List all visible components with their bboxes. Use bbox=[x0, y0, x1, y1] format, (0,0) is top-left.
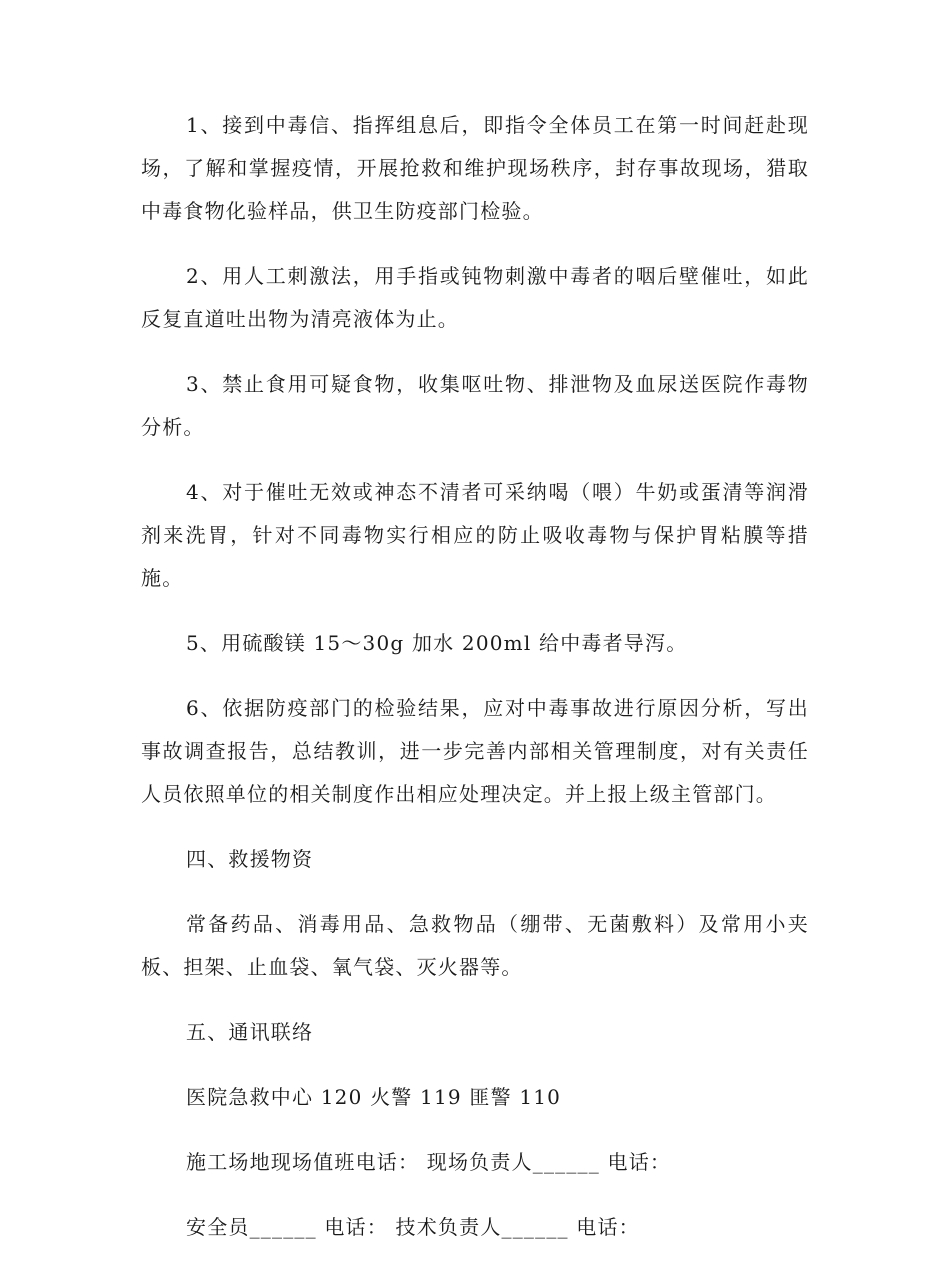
emergency-numbers: 医院急救中心 120 火警 119 匪警 110 bbox=[186, 1085, 562, 1109]
paragraph-5: 5、用硫酸镁 15～30g 加水 200ml 给中毒者导泻。 bbox=[186, 631, 688, 655]
paragraph-3: 3、禁止食用可疑食物，收集呕吐物、排泄物及血尿送医院作毒物分析。 bbox=[141, 372, 809, 439]
site-duty-phone-line: 施工场地现场值班电话： 现场负责人______ 电话： bbox=[186, 1150, 672, 1174]
document-body bbox=[141, 104, 809, 1271]
section-heading-supplies: 四、救援物资 bbox=[186, 847, 314, 871]
safety-officer-phone-line: 安全员______ 电话： 技术负责人______ 电话： bbox=[186, 1215, 640, 1239]
paragraph-2: 2、用人工刺激法，用手指或钝物刺激中毒者的咽后壁催吐，如此反复直道吐出物为清亮液体为止。 bbox=[141, 264, 809, 331]
section-heading-communication: 五、通讯联络 bbox=[186, 1020, 314, 1044]
paragraph-4: 4、对于催吐无效或神态不清者可采纳喝（喂）牛奶或蛋清等润滑剂来洗胃，针对不同毒物实行相应的防止吸收毒物与保护胃粘膜等措施。 bbox=[141, 480, 809, 590]
paragraph-6: 6、依据防疫部门的检验结果，应对中毒事故进行原因分析，写出事故调查报告，总结教训，进一步完善内部相关管理制度，对有关责任人员依照单位的相关制度作出相应处理决定。并上报上级主管部门。 bbox=[141, 696, 809, 806]
supplies-paragraph: 常备药品、消毒用品、急救物品（绷带、无菌敷料）及常用小夹板、担架、止血袋、氧气袋、灭火器等。 bbox=[141, 912, 809, 979]
paragraph-1: 1、接到中毒信、指挥组息后，即指令全体员工在第一时间赶赴现场，了解和掌握疫情，开展抢救和维护现场秩序，封存事故现场，猎取中毒食物化验样品，供卫生防疫部门检验。 bbox=[141, 113, 809, 223]
